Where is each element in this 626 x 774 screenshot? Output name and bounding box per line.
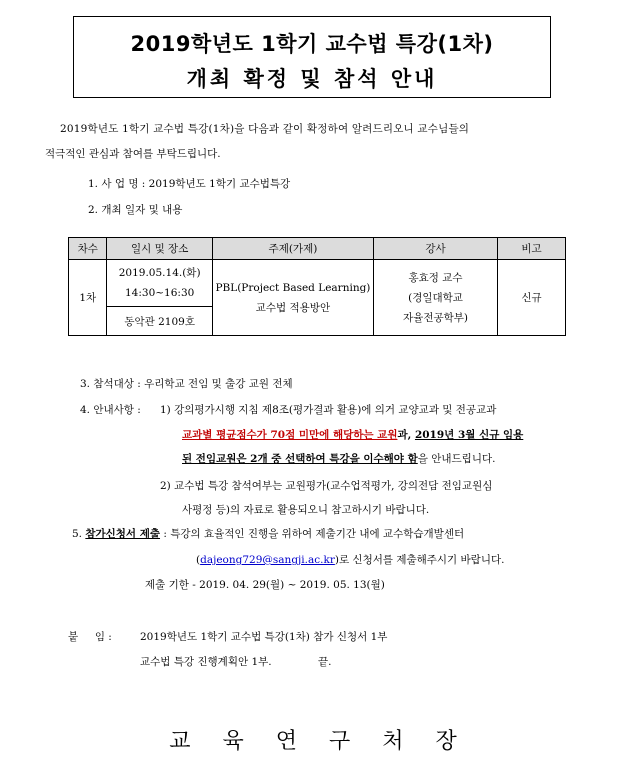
intro-line-1: 2019학년도 1학기 교수법 특강(1차)을 다음과 같이 확정하여 알려드리오니 교수님들의 [60,123,470,135]
item-5-label: 참가신청서 제출 [85,528,161,540]
header-datetime: 일시 및 장소 [107,238,212,260]
table-header-row [69,238,566,260]
table-row [69,260,566,307]
cell-note: 신규 [498,260,566,336]
header-note: 비고 [498,238,566,260]
item-4-highlight-new-hire: 2019년 3월 신규 임용 [414,429,524,441]
cell-datetime [107,260,212,307]
item-5-paren-open: ( [196,554,201,566]
item-5-tail: )로 신청서를 제출해주시기 바랍니다. [334,554,505,566]
title-box [73,16,551,98]
item-1: 1. 사 업 명 : 2019학년도 1학기 교수법특강 [88,178,291,190]
signature: 교육연구처장 [169,729,489,754]
item-4-label: 4. 안내사항 : [80,404,141,416]
cell-topic-line-1: PBL(Project Based Learning) [215,281,371,294]
header-round: 차수 [69,238,107,260]
item-4-p1-line-2 [182,428,523,442]
item-3: 3. 참석대상 : 우리학교 전임 및 출강 교원 전체 [80,378,293,390]
cell-time: 14:30~16:30 [124,287,195,299]
cell-speaker [374,260,498,336]
cell-date: 2019.05.14.(화) [118,267,201,279]
attachment-item-2: 교수법 특강 진행계획안 1부. [140,656,272,668]
item-4-p2-line-2: 사평정 등)의 자료로 활용되오니 참고하시기 바랍니다. [182,504,430,516]
page-subtitle: 개최 확정 및 참석 안내 [186,67,438,91]
item-4-p1-tail: 을 안내드립니다. [417,453,496,465]
cell-speaker-line-1: 홍효정 교수 [408,271,463,284]
attachment-end: 끝. [318,656,332,668]
cell-speaker-line-3: 자율전공학부) [403,311,468,324]
item-4-p1-line-1: 1) 강의평가시행 지침 제8조(평가결과 활용)에 의거 교양교과 및 전공교과 [160,404,497,416]
page-title: 2019학년도 1학기 교수법 특강(1차) [130,32,494,56]
attachment-item-1: 2019학년도 1학기 교수법 특강(1차) 참가 신청서 1부 [140,631,388,643]
email-link[interactable]: dajeong729@sangji.ac.kr [200,554,335,566]
header-topic: 주제(가제) [212,238,373,260]
header-speaker: 강사 [374,238,498,260]
intro-line-2: 적극적인 관심과 참여를 부탁드립니다. [45,148,221,160]
cell-speaker-line-2: (경일대학교 [408,291,463,304]
attachment-label: 붙 임 : [68,631,112,643]
cell-topic-line-2: 교수법 적용방안 [255,301,331,314]
cell-topic [212,260,373,336]
item-2: 2. 개최 일자 및 내용 [88,204,183,216]
cell-place: 동악관 2109호 [107,307,212,336]
item-4-p1-connector: 과, [397,429,415,441]
item-4-highlight-red: 교과별 평균점수가 70점 미만에 해당하는 교원 [182,429,398,441]
item-4-requirement: 된 전임교원은 2개 중 선택하여 특강을 이수해야 함 [182,453,418,465]
item-4-p2-line-1: 2) 교수법 특강 참석여부는 교원평가(교수업적평가, 강의전담 전임교원심 [160,480,493,492]
cell-round: 1차 [69,260,107,336]
schedule-table [68,237,566,336]
item-5-deadline: 제출 기한 - 2019. 04. 29(월) ~ 2019. 05. 13(월) [145,579,385,591]
item-5-number: 5. [72,528,86,540]
item-5-text: : 특강의 효율적인 진행을 위하여 제출기간 내에 교수학습개발센터 [160,528,465,540]
item-4-p1-line-3 [182,452,495,466]
item-5-line-1 [72,527,464,541]
item-5-line-2 [196,553,504,567]
